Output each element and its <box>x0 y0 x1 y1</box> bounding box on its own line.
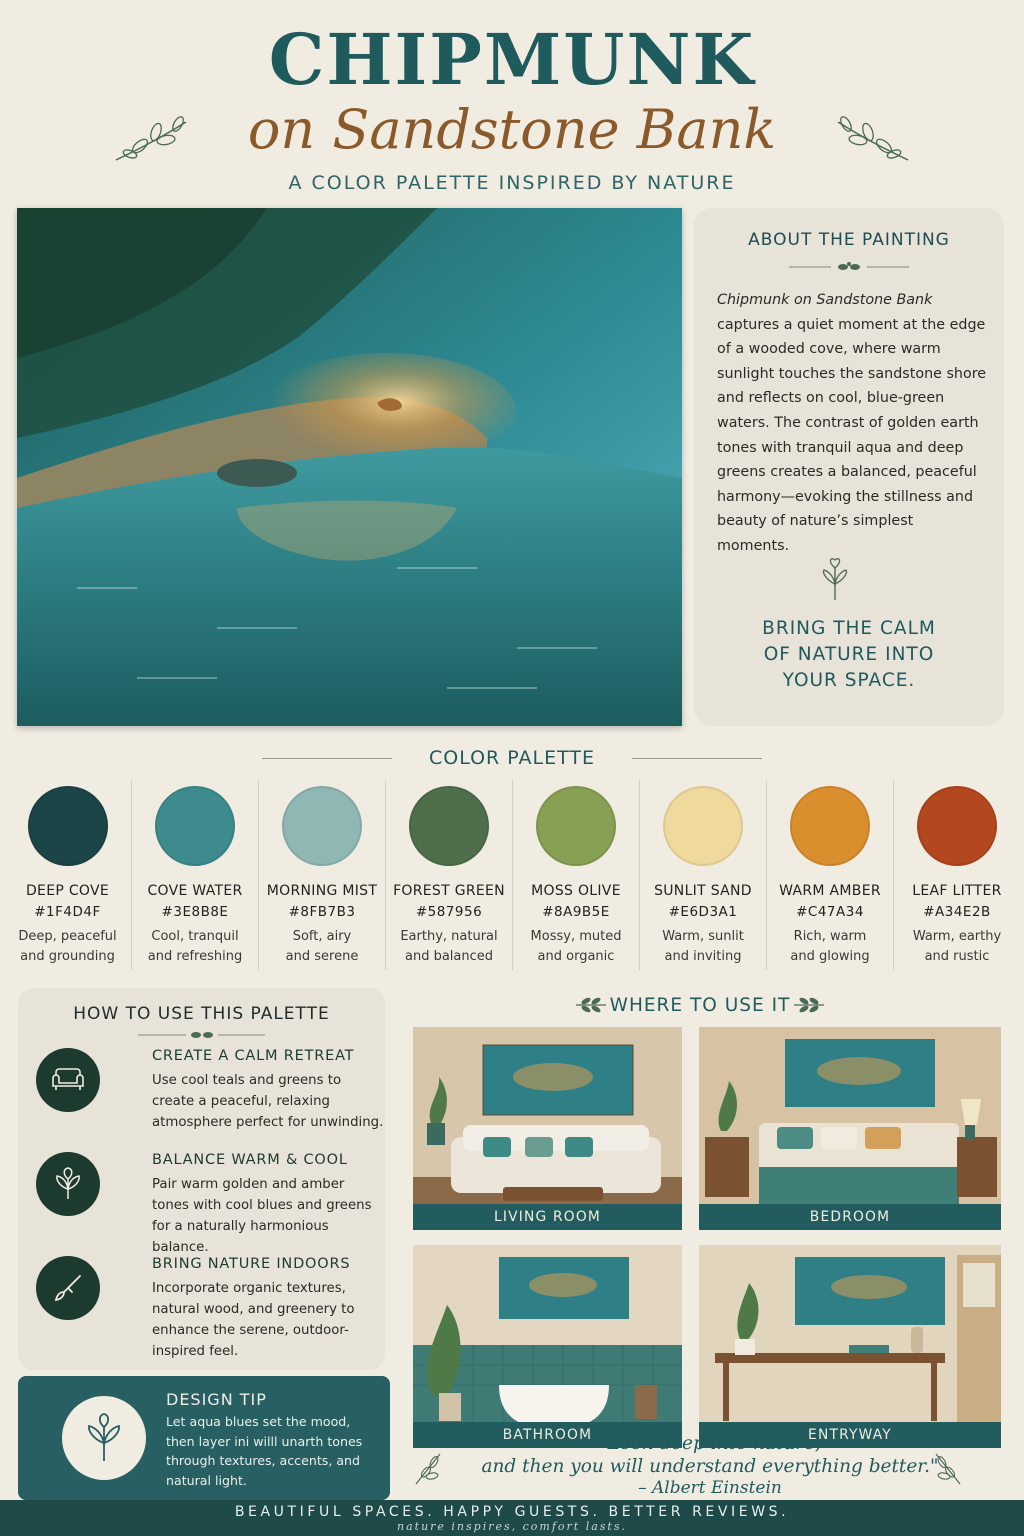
design-tip-body: Let aqua blues set the mood, then layer ini willl unarth tones through textures, accents, and natural light. <box>166 1414 363 1488</box>
swatch-moss-olive <box>512 780 639 970</box>
color-desc-line-2: and rustic <box>924 949 990 964</box>
color-hex: #587956 <box>415 904 483 920</box>
color-desc <box>513 927 639 967</box>
room-label: LIVING ROOM <box>413 1204 682 1230</box>
swatch-row <box>4 780 1020 970</box>
how-to-use-card <box>18 988 385 1370</box>
color-name: LEAF LITTER <box>912 883 1002 899</box>
tagline: A COLOR PALETTE INSPIRED BY NATURE <box>288 172 736 194</box>
color-dot <box>790 786 870 866</box>
color-name: COVE WATER <box>147 883 243 899</box>
calm-line-2: OF NATURE INTO <box>763 644 935 665</box>
color-name: MOSS OLIVE <box>531 883 621 899</box>
color-dot <box>155 786 235 866</box>
quote <box>410 1432 1010 1498</box>
tip-body: Pair warm golden and amber tones with cool blues and greens for a naturally harmonious balance. <box>152 1177 372 1255</box>
color-desc-line-1: Warm, sunlit <box>662 929 744 944</box>
calm-message <box>694 616 1004 694</box>
color-hex: #A34E2B <box>923 904 991 920</box>
color-desc-line-1: Warm, earthy <box>912 929 1002 944</box>
color-desc-line-1: Cool, tranquil <box>151 929 239 944</box>
design-tip-title: DESIGN TIP <box>166 1390 267 1409</box>
color-desc <box>386 927 512 967</box>
painting-image <box>17 208 682 726</box>
about-title: ABOUT THE PAINTING <box>748 230 950 250</box>
color-dot <box>282 786 362 866</box>
footer-slogan: BEAUTIFUL SPACES. HAPPY GUESTS. BETTER REVIEWS. <box>234 1504 790 1520</box>
color-desc-line-2: and refreshing <box>147 949 243 964</box>
color-name: WARM AMBER <box>779 883 881 899</box>
footer-banner <box>0 1500 1024 1536</box>
tip-calm-retreat <box>36 1048 384 1144</box>
color-desc-line-2: and grounding <box>20 949 115 964</box>
color-hex: #1F4D4F <box>34 904 101 920</box>
color-desc <box>640 927 766 967</box>
swatch-cove-water <box>131 780 258 970</box>
color-name: FOREST GREEN <box>393 883 505 899</box>
about-body: captures a quiet moment at the edge of a wooded cove, where warm sunlight touches the sandstone shore and reflects on cool, blue-green waters. The contrast of golden earth tones with tranquil aqua and deep greens creates a balanced, peaceful harmony—evoking the stillness and beauty of nature’s simplest moments. <box>717 316 987 554</box>
color-dot <box>536 786 616 866</box>
quote-author: – Albert Einstein <box>638 1478 782 1498</box>
room-entryway <box>699 1245 1001 1448</box>
color-name: DEEP COVE <box>25 883 110 899</box>
leaf-icon <box>36 1152 100 1216</box>
tip-heading: BALANCE WARM & COOL <box>152 1152 348 1168</box>
room-label: ENTRYWAY <box>699 1422 1001 1448</box>
painting-name: Chipmunk on Sandstone Bank <box>717 292 933 308</box>
color-dot <box>917 786 997 866</box>
color-desc-line-1: Soft, airy <box>292 929 352 944</box>
color-desc <box>132 927 258 967</box>
sofa-icon <box>36 1048 100 1112</box>
swatch-leaf-litter <box>893 780 1020 970</box>
color-desc-line-1: Deep, peaceful <box>18 929 117 944</box>
color-hex: #8FB7B3 <box>288 904 356 920</box>
calm-line-1: BRING THE CALM <box>762 618 936 639</box>
about-card <box>694 208 1004 726</box>
design-tip-banner <box>18 1376 390 1500</box>
paintbrush-icon <box>36 1256 100 1320</box>
color-desc <box>4 927 131 967</box>
design-tip-leaf-icon <box>62 1396 146 1480</box>
swatch-warm-amber <box>766 780 893 970</box>
tip-heading: BRING NATURE INDOORS <box>152 1256 351 1272</box>
leaf-sprig-icon <box>818 558 852 602</box>
about-text <box>717 288 987 559</box>
color-desc-line-2: and glowing <box>790 949 870 964</box>
where-right-sprig-icon <box>792 996 826 1014</box>
color-desc-line-2: and inviting <box>664 949 742 964</box>
quote-right-sprig-icon <box>932 1450 964 1486</box>
page-subtitle: on Sandstone Bank <box>247 98 777 161</box>
tip-nature-indoors <box>36 1256 376 1359</box>
palette-rule-right <box>632 758 762 759</box>
swatch-sunlit-sand <box>639 780 766 970</box>
color-hex: #E6D3A1 <box>668 904 738 920</box>
swatch-morning-mist <box>258 780 385 970</box>
color-desc <box>767 927 893 967</box>
color-desc <box>259 927 385 967</box>
color-dot <box>409 786 489 866</box>
room-bedroom <box>699 1027 1001 1230</box>
right-sprig-icon <box>832 110 912 166</box>
color-desc-line-1: Mossy, muted <box>530 929 622 944</box>
quote-line-2: and then you will understand everything better." <box>481 1456 939 1477</box>
color-dot <box>28 786 108 866</box>
quote-line-1: "Look deep into nature, <box>599 1433 821 1454</box>
color-desc-line-2: and organic <box>537 949 615 964</box>
footer-subline: nature inspires, comfort lasts. <box>397 1520 627 1533</box>
how-to-use-title: HOW TO USE THIS PALETTE <box>73 1004 330 1024</box>
room-label: BEDROOM <box>699 1204 1001 1230</box>
room-label: BATHROOM <box>413 1422 682 1448</box>
color-dot <box>663 786 743 866</box>
tip-heading: CREATE A CALM RETREAT <box>152 1048 355 1064</box>
where-heading: WHERE TO USE IT <box>609 995 791 1016</box>
calm-line-3: YOUR SPACE. <box>782 670 916 691</box>
color-hex: #C47A34 <box>796 904 864 920</box>
color-desc-line-2: and balanced <box>404 949 494 964</box>
divider-sprig-icon <box>789 260 909 274</box>
tip-balance <box>36 1152 376 1255</box>
color-desc-line-1: Earthy, natural <box>400 929 498 944</box>
color-hex: #8A9B5E <box>542 904 610 920</box>
color-desc <box>894 927 1020 967</box>
palette-heading: COLOR PALETTE <box>428 747 596 769</box>
tip-body: Use cool teals and greens to create a peaceful, relaxing atmosphere perfect for unwinding. <box>152 1073 384 1130</box>
swatch-forest-green <box>385 780 512 970</box>
color-name: SUNLIT SAND <box>654 883 752 899</box>
color-name: MORNING MIST <box>266 883 378 899</box>
room-living-room <box>413 1027 682 1230</box>
divider-sprig-icon <box>138 1028 265 1042</box>
color-hex: #3E8B8E <box>161 904 229 920</box>
swatch-deep-cove <box>4 780 131 970</box>
color-desc-line-2: and serene <box>285 949 359 964</box>
tip-body: Incorporate organic textures, natural wood, and greenery to enhance the serene, outdoor-inspired feel. <box>152 1281 355 1359</box>
page-title: CHIPMUNK <box>268 18 756 101</box>
color-desc-line-1: Rich, warm <box>793 929 867 944</box>
room-bathroom <box>413 1245 682 1448</box>
